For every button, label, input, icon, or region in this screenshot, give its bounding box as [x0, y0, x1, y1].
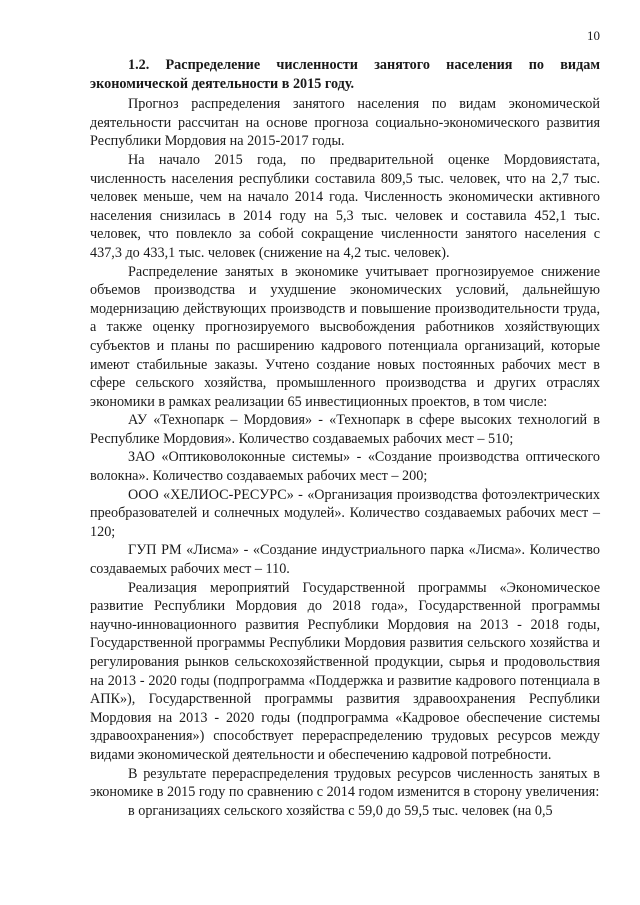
paragraph-redistribution: В результате перераспределения трудовых ресурсов численность занятых в экономике в 2015 году по сравнению с 2014 годом изменится в сторону увеличения:	[90, 765, 600, 801]
paragraph-population: На начало 2015 года, по предварительной оценке Мордовиястата, численность населения республики составила 809,5 тыс. человек, что на 2,7 тыс. человек меньше, чем на начало 2014 года. Численность экономически активного населения снизилась в 2014 году на 5,3 тыс. человек и составила 452,1 тыс. человек, что повлекло за собой сокращение численности занятого населения с 437,3 до 433,1 тыс. человек (снижение на 4,2 тыс. человек).	[90, 151, 600, 261]
paragraph-forecast: Прогноз распределения занятого населения по видам экономической деятельности рассчитан на основе прогноза социально-экономического развития Республики Мордовия на 2015-2017 годы.	[90, 96, 600, 150]
project-technopark: АУ «Технопарк – Мордовия» - «Технопарк в сфере высоких технологий в Республике Мордовия». Количество создаваемых рабочих мест – 510;	[90, 412, 600, 447]
paragraph-programs: Реализация мероприятий Государственной программы «Экономическое развитие Республики Мордовия до 2018 года», Государственной программы научно-инновационного развития Республики Мордовия на 2013 - 2018 годы, Государственной программы Республики Мордовия развития сельского хозяйства и регулирования рынков сельскохозяйственной продукции, сырья и продовольствия на 2013 - 2020 годы (подпрограмма «Поддержка и развитие кадрового потенциала в АПК»), Государственной программы развития здравоохранения Республики Мордовия на 2013 - 2020 годы (подпрограмма «Кадровое обеспечение системы здравоохранения») способствует перераспределению трудовых ресурсов между видами экономической деятельности и обеспечению кадровой потребности.	[90, 579, 600, 763]
paragraph-distribution: Распределение занятых в экономике учитывает прогнозируемое снижение объемов производства и ухудшение экономических условий, дальнейшую модернизацию действующих производств и повышение производительности труда, а также оценку прогнозируемого высвобождения работников хозяйствующих субъектов и планы по расширению кадрового потенциала организаций, которые имеют стабильные заказы. Учтено создание новых постоянных рабочих мест в сфере сельского хозяйства, промышленного производства и других отраслях экономики в рамках реализации 65 инвестиционных проектов, в том числе:	[90, 263, 600, 410]
project-helios: ООО «ХЕЛИОС-РЕСУРС» - «Организация производства фотоэлектрических преобразователей и солнечных модулей». Количество создаваемых рабочих мест – 120;	[90, 486, 600, 540]
paragraph-agriculture: в организациях сельского хозяйства с 59,0 до 59,5 тыс. человек (на 0,5	[128, 802, 553, 819]
project-lisma: ГУП РМ «Лисма» - «Создание индустриального парка «Лисма». Количество создаваемых рабочих мест – 110.	[90, 542, 600, 578]
section-heading: 1.2. Распределение численности занятого населения по видам экономической деятельности в 2015 году.	[90, 57, 600, 92]
project-optical-fiber: ЗАО «Оптиковолоконные системы» - «Создание производства оптического волокна». Количество создаваемых рабочих мест – 200;	[90, 449, 600, 485]
page-number: 10	[587, 28, 600, 43]
document-body	[90, 56, 600, 820]
